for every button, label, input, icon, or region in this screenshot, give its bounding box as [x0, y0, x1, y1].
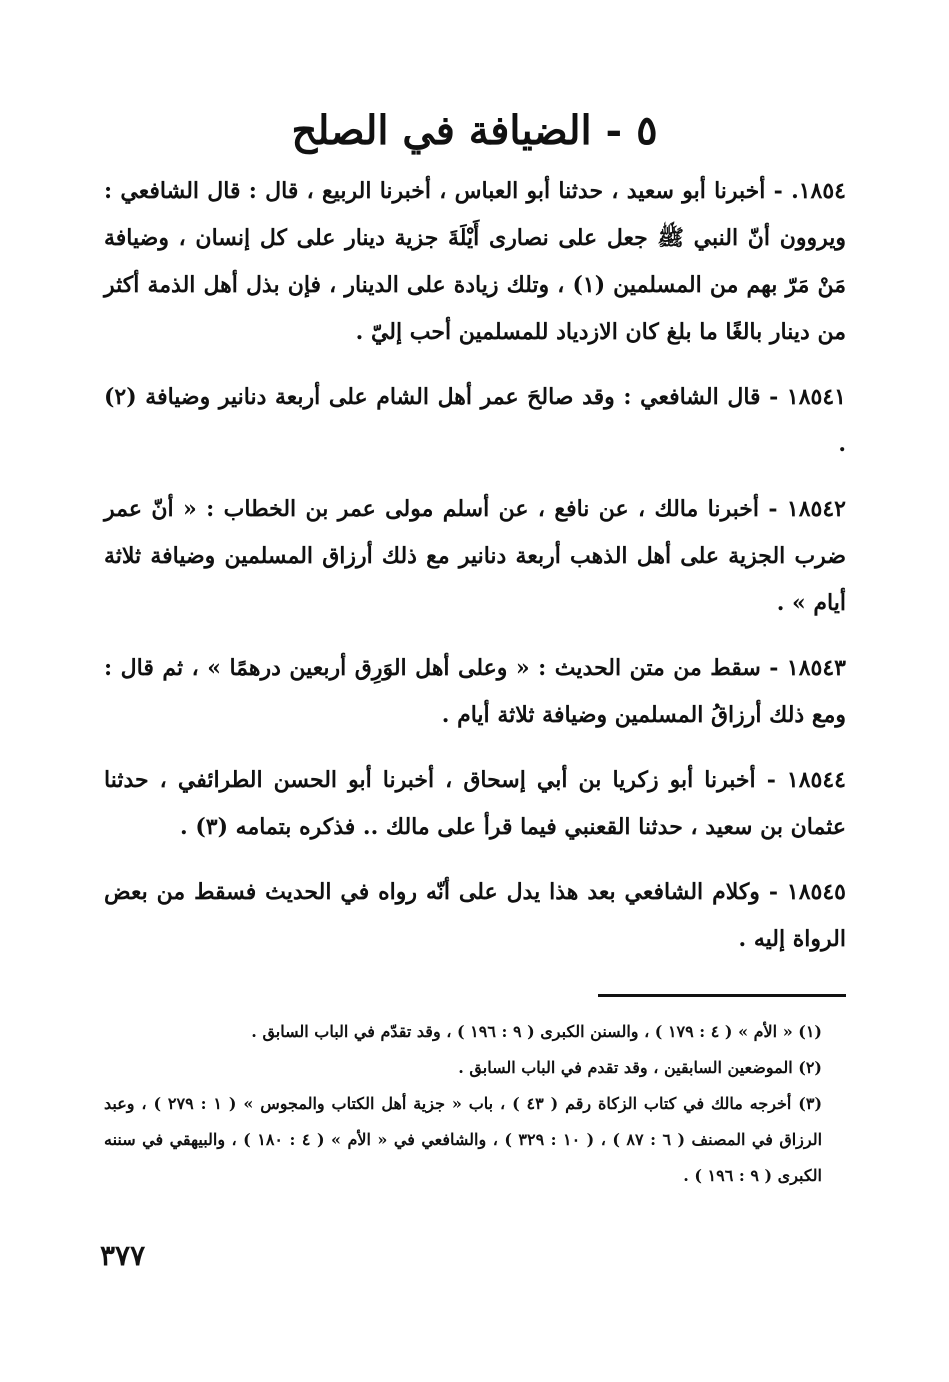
paragraph-18542: ١٨٥٤٢ - أخبرنا مالك ، عن نافع ، عن أسلم مولى عمر بن الخطاب : « أنّ عمر ضرب الجزية على أهل الذهب أربعة دنانير مع ذلك أرزاق المسلمين وضيافة ثلاثة أيام » .: [104, 496, 846, 616]
footnote-2: (٢) الموضعين السابقين ، وقد تقدم في الباب السابق .: [458, 1058, 822, 1077]
paragraph-18545: ١٨٥٤٥ - وكلام الشافعي بعد هذا يدل على أنّه رواه في الحديث فسقط من بعض الرواة إليه .: [104, 879, 846, 952]
footnote-1: (١) « الأم » ( ٤ : ١٧٩ ) ، والسنن الكبرى ( ٩ : ١٩٦ ) ، وقد تقدّم في الباب السابق .: [251, 1022, 822, 1041]
footnote-separator: [598, 994, 846, 997]
footnote-3: (٣) أخرجه مالك في كتاب الزكاة رقم ( ٤٣ ) ، باب « جزية أهل الكتاب والمجوس » ( ١ : ٢٧٩ ) ، وعبد الرزاق في المصنف ( ٦ : ٨٧ ) ، ( ١٠ : ٣٢٩ ) ، والشافعي في « الأم » ( ٤ : ١٨٠ ) ، والبيهقي في سننه الكبرى ( ٩ : ١٩٦ ) .: [104, 1094, 823, 1185]
section-title: ٥ - الضيافة في الصلح: [291, 107, 658, 154]
paragraph-18544: ١٨٥٤٤ - أخبرنا أبو زكريا بن أبي إسحاق ، أخبرنا أبو الحسن الطرائفي ، حدثنا عثمان بن سعيد ، حدثنا القعنبي فيما قرأ على مالك .. فذكره بتمامه (٣) .: [104, 767, 846, 840]
paragraph-18541: ١٨٥٤١ - قال الشافعي : وقد صالحَ عمر أهل الشام على أربعة دنانير وضيافة (٢) .: [104, 384, 846, 457]
page-number: ٣٧٧: [100, 1239, 146, 1272]
paragraph-18540: ١٨٥٤. - أخبرنا أبو سعيد ، حدثنا أبو العباس ، أخبرنا الربيع ، قال : قال الشافعي : ويروون أنّ النبي ﷺ جعل على نصارى أَيْلَةَ جزية دينار على كل إنسان ، وضيافة مَنْ مَرّ بهم من المسلمين (١) ، وتلك زيادة على الدينار ، فإن بذل أهل الذمة أكثر من دينار بالغًا ما بلغ كان الازدياد للمسلمين أحب إليّ .: [104, 178, 846, 345]
footnotes: [104, 1014, 846, 1194]
paragraph-18543: ١٨٥٤٣ - سقط من متن الحديث : « وعلى أهل الوَرِق أربعين درهمًا » ، ثم قال : ومع ذلك أرزاقُ المسلمين وضيافة ثلاثة أيام .: [104, 655, 846, 728]
main-text: [104, 168, 846, 981]
